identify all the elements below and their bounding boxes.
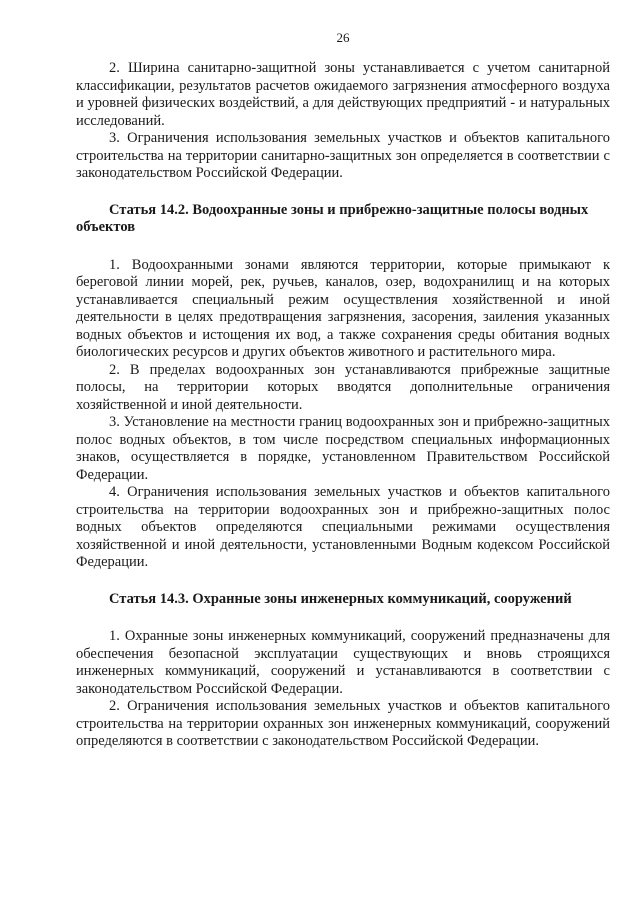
article-14-2-paragraph-2: 2. В пределах водоохранных зон устанавливаются прибрежные защитные полосы, на территории которых вводятся дополнительные ограничения хозяйственной и иной деятельности. bbox=[76, 361, 610, 413]
article-14-2-paragraph-3: 3. Установление на местности границ водоохранных зон и прибрежно-защитных полос водных объектов, в том числе посредством специальных информационных знаков, осуществляется в порядке, установленном Правительством Российской Федерации. bbox=[76, 414, 610, 483]
paragraph-2-sanitary-width: 2. Ширина санитарно-защитной зоны устанавливается с учетом санитарной классификации, результатов расчетов ожидаемого загрязнения атмосферного воздуха и уровней физических воздействий, а для действующих предприятий - и натуральных исследований. bbox=[76, 60, 610, 129]
article-14-2-title: Статья 14.2. Водоохранные зоны и прибрежно-защитные полосы водных объектов bbox=[76, 201, 589, 235]
article-14-2-paragraph-4: 4. Ограничения использования земельных участков и объектов капитального строительства на территории водоохранных зон и прибрежно-защитных полос водных объектов определяются специальными режимами осуществления хозяйственной и иной деятельности, установленными Водным кодексом Российской Федерации. bbox=[76, 484, 610, 570]
article-14-3-paragraph-2: 2. Ограничения использования земельных участков и объектов капитального строительства на территории охранных зон инженерных коммуникаций, сооружений определяются в соответствии с законодательством Российской Федерации. bbox=[76, 698, 610, 749]
article-14-3-paragraph-1: 1. Охранные зоны инженерных коммуникаций, сооружений предназначены для обеспечения безопасной эксплуатации существующих и вновь строящихся инженерных коммуникаций, сооружений и устанавливаются в соответствии с законодательством Российской Федерации. bbox=[76, 628, 610, 697]
article-14-3-title: Статья 14.3. Охранные зоны инженерных коммуникаций, сооружений bbox=[109, 590, 572, 607]
article-14-2-paragraph-1: 1. Водоохранными зонами являются территории, которые примыкают к береговой линии морей, рек, ручьев, каналов, озер, водохранилищ и на которых устанавливается специальный режим осуществления хозяйственной и иной деятельности в целях предотвращения загрязнения, засорения, заиления указанных водных объектов и истощения их вод, а также сохранения среды обитания водных биологических ресурсов и других объектов животного и растительного мира. bbox=[76, 256, 610, 360]
page-number: 26 bbox=[336, 30, 350, 45]
paragraph-3-sanitary-restrictions: 3. Ограничения использования земельных участков и объектов капитального строительства на территории санитарно-защитных зон определяется в соответствии с законодательством Российской Федерации. bbox=[76, 130, 610, 181]
